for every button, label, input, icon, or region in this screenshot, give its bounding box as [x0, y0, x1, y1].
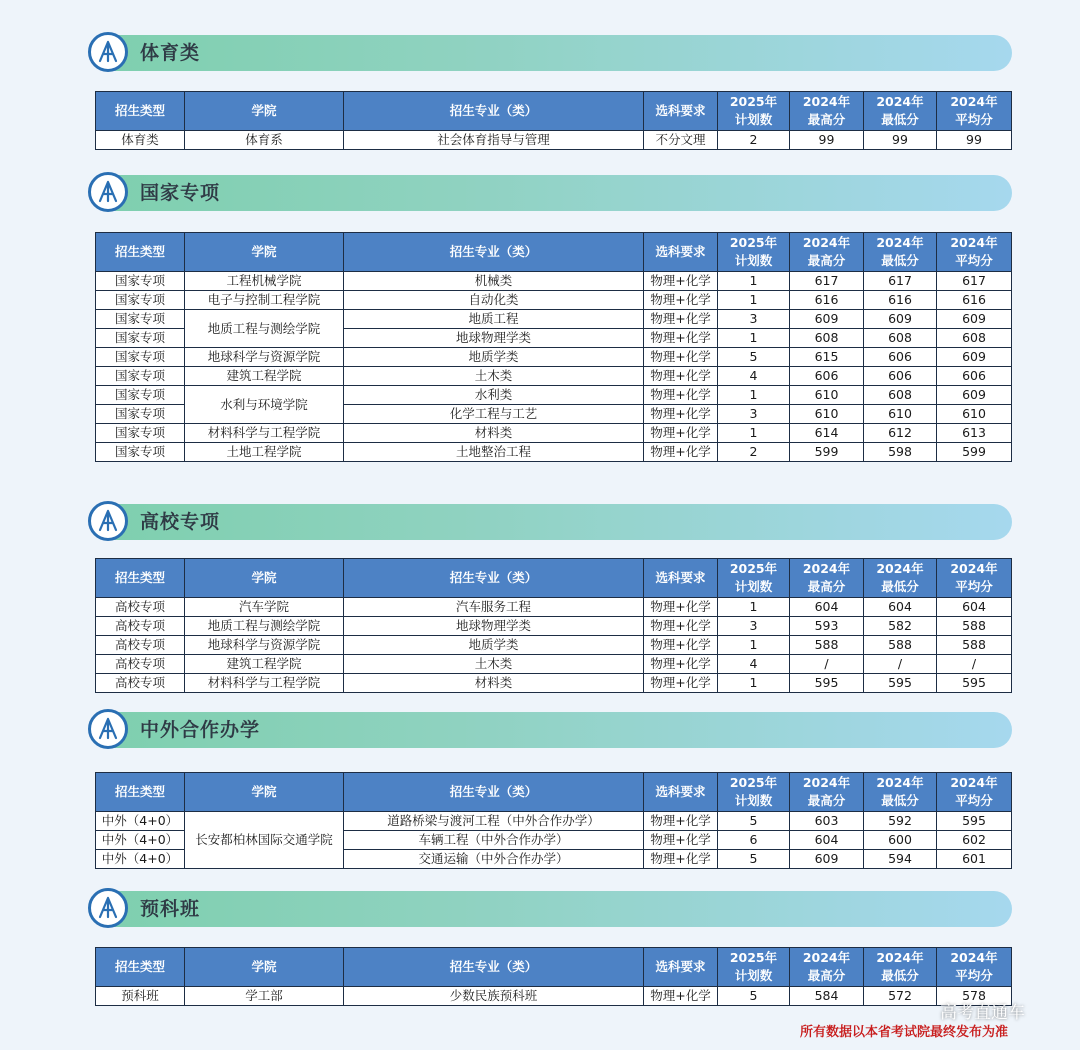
table-row [96, 655, 1012, 674]
col-header-subject: 选科要求 [644, 233, 718, 272]
table-cell: 中外（4+0） [96, 831, 185, 850]
col-header-avg: 2024年 平均分 [937, 948, 1012, 987]
table-cell: 2 [718, 443, 790, 462]
col-header-subject: 选科要求 [644, 773, 718, 812]
table-cell: 617 [937, 272, 1012, 291]
table-cell: 616 [790, 291, 864, 310]
watermark-text: 高考直通车 [940, 1003, 1025, 1023]
table-cell: 国家专项 [96, 443, 185, 462]
table-cell: 水利类 [344, 386, 644, 405]
table-cell: 地球物理学类 [344, 329, 644, 348]
table-row [96, 272, 1012, 291]
table-cell: 615 [790, 348, 864, 367]
table-cell: 物理+化学 [644, 272, 718, 291]
col-header-max: 2024年 最高分 [790, 773, 864, 812]
table-cell: 水利与环境学院 [185, 386, 344, 424]
table-row [96, 424, 1012, 443]
table-cell: 5 [718, 812, 790, 831]
table-cell: 3 [718, 310, 790, 329]
table-cell: 中外（4+0） [96, 850, 185, 869]
table-cell: 1 [718, 598, 790, 617]
table-cell: 613 [937, 424, 1012, 443]
table-cell: 608 [790, 329, 864, 348]
table-cell: 国家专项 [96, 405, 185, 424]
col-header-min: 2024年 最低分 [864, 92, 937, 131]
table-cell: 高校专项 [96, 636, 185, 655]
table-cell: 国家专项 [96, 424, 185, 443]
table-cell: 593 [790, 617, 864, 636]
table-cell: 高校专项 [96, 617, 185, 636]
table-cell: 588 [937, 617, 1012, 636]
table-cell: 604 [937, 598, 1012, 617]
table-cell: 国家专项 [96, 310, 185, 329]
table-cell: 物理+化学 [644, 424, 718, 443]
table-row [96, 987, 1012, 1006]
table-cell: 5 [718, 348, 790, 367]
table-cell: 609 [937, 348, 1012, 367]
table-cell: 国家专项 [96, 291, 185, 310]
section-title: 体育类 [140, 42, 201, 64]
table-cell: 1 [718, 674, 790, 693]
table-cell: 交通运输（中外合作办学） [344, 850, 644, 869]
table-cell: 3 [718, 617, 790, 636]
section-header-joint [90, 712, 1012, 748]
table-cell: 1 [718, 424, 790, 443]
col-header-avg: 2024年 平均分 [937, 559, 1012, 598]
col-header-min: 2024年 最低分 [864, 559, 937, 598]
table-cell: 国家专项 [96, 272, 185, 291]
table-cell: 606 [790, 367, 864, 386]
table-cell: 建筑工程学院 [185, 367, 344, 386]
col-header-college: 学院 [185, 92, 344, 131]
table-cell: 578 [937, 987, 1012, 1006]
table-cell: 高校专项 [96, 674, 185, 693]
table-cell: 材料类 [344, 424, 644, 443]
col-header-plan: 2025年 计划数 [718, 948, 790, 987]
table-cell: 600 [864, 831, 937, 850]
table-cell: 汽车服务工程 [344, 598, 644, 617]
col-header-avg: 2024年 平均分 [937, 773, 1012, 812]
section-header-preparatory [90, 891, 1012, 927]
table-cell: 地质学类 [344, 636, 644, 655]
table-cell: 少数民族预科班 [344, 987, 644, 1006]
table-cell: 物理+化学 [644, 850, 718, 869]
table-cell: 材料科学与工程学院 [185, 424, 344, 443]
table-university [95, 558, 1012, 693]
col-header-college: 学院 [185, 773, 344, 812]
table-cell: 物理+化学 [644, 987, 718, 1006]
table-cell: 582 [864, 617, 937, 636]
col-header-max: 2024年 最高分 [790, 233, 864, 272]
table-cell: 572 [864, 987, 937, 1006]
table-cell: 609 [790, 850, 864, 869]
col-header-plan: 2025年 计划数 [718, 773, 790, 812]
table-cell: 化学工程与工艺 [344, 405, 644, 424]
university-logo-icon [88, 888, 128, 928]
table-cell: 不分文理 [644, 131, 718, 150]
table-cell: 609 [937, 386, 1012, 405]
table-row [96, 367, 1012, 386]
table-header-row [96, 559, 1012, 598]
table-cell: 土木类 [344, 655, 644, 674]
table-cell: 595 [864, 674, 937, 693]
table-cell: / [937, 655, 1012, 674]
table-cell: 体育类 [96, 131, 185, 150]
section-title: 高校专项 [140, 511, 221, 533]
table-cell: 土木类 [344, 367, 644, 386]
table-cell: 604 [790, 831, 864, 850]
col-header-major: 招生专业（类） [344, 948, 644, 987]
table-cell: 物理+化学 [644, 291, 718, 310]
section-header-national [90, 175, 1012, 211]
table-cell: 598 [864, 443, 937, 462]
table-cell: 道路桥梁与渡河工程（中外合作办学） [344, 812, 644, 831]
table-row [96, 598, 1012, 617]
table-cell: 物理+化学 [644, 310, 718, 329]
table-row [96, 812, 1012, 831]
table-row [96, 291, 1012, 310]
table-cell: 4 [718, 655, 790, 674]
table-cell: 604 [864, 598, 937, 617]
table-cell: 物理+化学 [644, 831, 718, 850]
table-header-row [96, 948, 1012, 987]
table-cell: 物理+化学 [644, 348, 718, 367]
table-cell: 604 [790, 598, 864, 617]
table-cell: 建筑工程学院 [185, 655, 344, 674]
table-cell: 地质工程与测绘学院 [185, 617, 344, 636]
table-cell: 594 [864, 850, 937, 869]
table-cell: 中外（4+0） [96, 812, 185, 831]
col-header-major: 招生专业（类） [344, 773, 644, 812]
col-header-max: 2024年 最高分 [790, 559, 864, 598]
table-preparatory [95, 947, 1012, 1006]
table-cell: / [864, 655, 937, 674]
table-cell: 588 [864, 636, 937, 655]
table-cell: 物理+化学 [644, 367, 718, 386]
section-title: 预科班 [140, 898, 201, 920]
table-cell: 1 [718, 291, 790, 310]
col-header-plan: 2025年 计划数 [718, 559, 790, 598]
table-cell: 617 [864, 272, 937, 291]
table-cell: 长安都柏林国际交通学院 [185, 812, 344, 869]
university-logo-icon [88, 709, 128, 749]
table-cell: 602 [937, 831, 1012, 850]
table-row [96, 636, 1012, 655]
table-cell: 601 [937, 850, 1012, 869]
table-cell: 606 [864, 348, 937, 367]
table-cell: 自动化类 [344, 291, 644, 310]
table-cell: 物理+化学 [644, 636, 718, 655]
table-row [96, 348, 1012, 367]
table-cell: 2 [718, 131, 790, 150]
table-cell: 物理+化学 [644, 674, 718, 693]
table-cell: 606 [864, 367, 937, 386]
col-header-type: 招生类型 [96, 233, 185, 272]
table-cell: 1 [718, 329, 790, 348]
table-cell: 车辆工程（中外合作办学） [344, 831, 644, 850]
col-header-min: 2024年 最低分 [864, 233, 937, 272]
table-cell: 地球物理学类 [344, 617, 644, 636]
table-cell: 599 [937, 443, 1012, 462]
footer-note: 所有数据以本省考试院最终发布为准 [799, 1025, 1008, 1040]
table-cell: 土地工程学院 [185, 443, 344, 462]
table-cell: 1 [718, 386, 790, 405]
col-header-avg: 2024年 平均分 [937, 92, 1012, 131]
col-header-major: 招生专业（类） [344, 233, 644, 272]
table-row [96, 131, 1012, 150]
table-cell: 99 [864, 131, 937, 150]
table-cell: 地球科学与资源学院 [185, 636, 344, 655]
table-cell: 610 [864, 405, 937, 424]
university-logo-icon [88, 501, 128, 541]
col-header-type: 招生类型 [96, 948, 185, 987]
table-cell: 584 [790, 987, 864, 1006]
table-row [96, 674, 1012, 693]
table-cell: 汽车学院 [185, 598, 344, 617]
table-cell: 物理+化学 [644, 386, 718, 405]
table-cell: 物理+化学 [644, 443, 718, 462]
table-cell: 609 [937, 310, 1012, 329]
table-cell: 3 [718, 405, 790, 424]
table-cell: 612 [864, 424, 937, 443]
university-logo-icon [88, 172, 128, 212]
table-row [96, 386, 1012, 405]
table-cell: 物理+化学 [644, 405, 718, 424]
table-cell: 国家专项 [96, 386, 185, 405]
table-cell: 5 [718, 850, 790, 869]
table-cell: 社会体育指导与管理 [344, 131, 644, 150]
table-cell: 617 [790, 272, 864, 291]
table-cell: 588 [937, 636, 1012, 655]
table-cell: 地质学类 [344, 348, 644, 367]
table-cell: 材料科学与工程学院 [185, 674, 344, 693]
section-header-sports [90, 35, 1012, 71]
table-cell: 599 [790, 443, 864, 462]
col-header-college: 学院 [185, 559, 344, 598]
table-header-row [96, 233, 1012, 272]
table-cell: 603 [790, 812, 864, 831]
table-cell: 预科班 [96, 987, 185, 1006]
col-header-plan: 2025年 计划数 [718, 92, 790, 131]
table-cell: 地质工程 [344, 310, 644, 329]
table-cell: 610 [790, 386, 864, 405]
section-title: 国家专项 [140, 182, 221, 204]
table-cell: 608 [864, 329, 937, 348]
table-cell: 616 [937, 291, 1012, 310]
table-row [96, 443, 1012, 462]
table-cell: 电子与控制工程学院 [185, 291, 344, 310]
col-header-subject: 选科要求 [644, 92, 718, 131]
col-header-major: 招生专业（类） [344, 559, 644, 598]
col-header-avg: 2024年 平均分 [937, 233, 1012, 272]
table-cell: 608 [937, 329, 1012, 348]
table-cell: 高校专项 [96, 655, 185, 674]
table-cell: 616 [864, 291, 937, 310]
col-header-type: 招生类型 [96, 559, 185, 598]
table-cell: 国家专项 [96, 367, 185, 386]
table-cell: 606 [937, 367, 1012, 386]
table-cell: 1 [718, 636, 790, 655]
col-header-max: 2024年 最高分 [790, 92, 864, 131]
table-cell: / [790, 655, 864, 674]
table-cell: 609 [864, 310, 937, 329]
table-cell: 609 [790, 310, 864, 329]
table-cell: 物理+化学 [644, 655, 718, 674]
table-cell: 物理+化学 [644, 812, 718, 831]
table-cell: 物理+化学 [644, 598, 718, 617]
table-cell: 物理+化学 [644, 329, 718, 348]
table-cell: 土地整治工程 [344, 443, 644, 462]
table-cell: 体育系 [185, 131, 344, 150]
table-cell: 工程机械学院 [185, 272, 344, 291]
section-header-university [90, 504, 1012, 540]
table-cell: 595 [937, 674, 1012, 693]
table-cell: 材料类 [344, 674, 644, 693]
table-row [96, 617, 1012, 636]
col-header-subject: 选科要求 [644, 559, 718, 598]
table-national [95, 232, 1012, 462]
col-header-major: 招生专业（类） [344, 92, 644, 131]
col-header-subject: 选科要求 [644, 948, 718, 987]
table-cell: 99 [937, 131, 1012, 150]
table-cell: 5 [718, 987, 790, 1006]
section-title: 中外合作办学 [140, 719, 261, 741]
table-cell: 地球科学与资源学院 [185, 348, 344, 367]
table-row [96, 310, 1012, 329]
col-header-type: 招生类型 [96, 773, 185, 812]
table-cell: 595 [790, 674, 864, 693]
table-cell: 588 [790, 636, 864, 655]
table-cell: 学工部 [185, 987, 344, 1006]
col-header-min: 2024年 最低分 [864, 948, 937, 987]
table-sports [95, 91, 1012, 150]
university-logo-icon [88, 32, 128, 72]
table-header-row [96, 92, 1012, 131]
col-header-type: 招生类型 [96, 92, 185, 131]
col-header-college: 学院 [185, 948, 344, 987]
table-cell: 614 [790, 424, 864, 443]
table-cell: 物理+化学 [644, 617, 718, 636]
col-header-college: 学院 [185, 233, 344, 272]
table-cell: 机械类 [344, 272, 644, 291]
table-cell: 6 [718, 831, 790, 850]
table-cell: 592 [864, 812, 937, 831]
table-cell: 1 [718, 272, 790, 291]
table-cell: 610 [790, 405, 864, 424]
table-cell: 国家专项 [96, 348, 185, 367]
table-cell: 4 [718, 367, 790, 386]
table-header-row [96, 773, 1012, 812]
table-cell: 高校专项 [96, 598, 185, 617]
table-cell: 608 [864, 386, 937, 405]
table-cell: 610 [937, 405, 1012, 424]
table-cell: 地质工程与测绘学院 [185, 310, 344, 348]
table-cell: 国家专项 [96, 329, 185, 348]
table-cell: 595 [937, 812, 1012, 831]
col-header-max: 2024年 最高分 [790, 948, 864, 987]
col-header-min: 2024年 最低分 [864, 773, 937, 812]
table-joint [95, 772, 1012, 869]
table-cell: 99 [790, 131, 864, 150]
col-header-plan: 2025年 计划数 [718, 233, 790, 272]
